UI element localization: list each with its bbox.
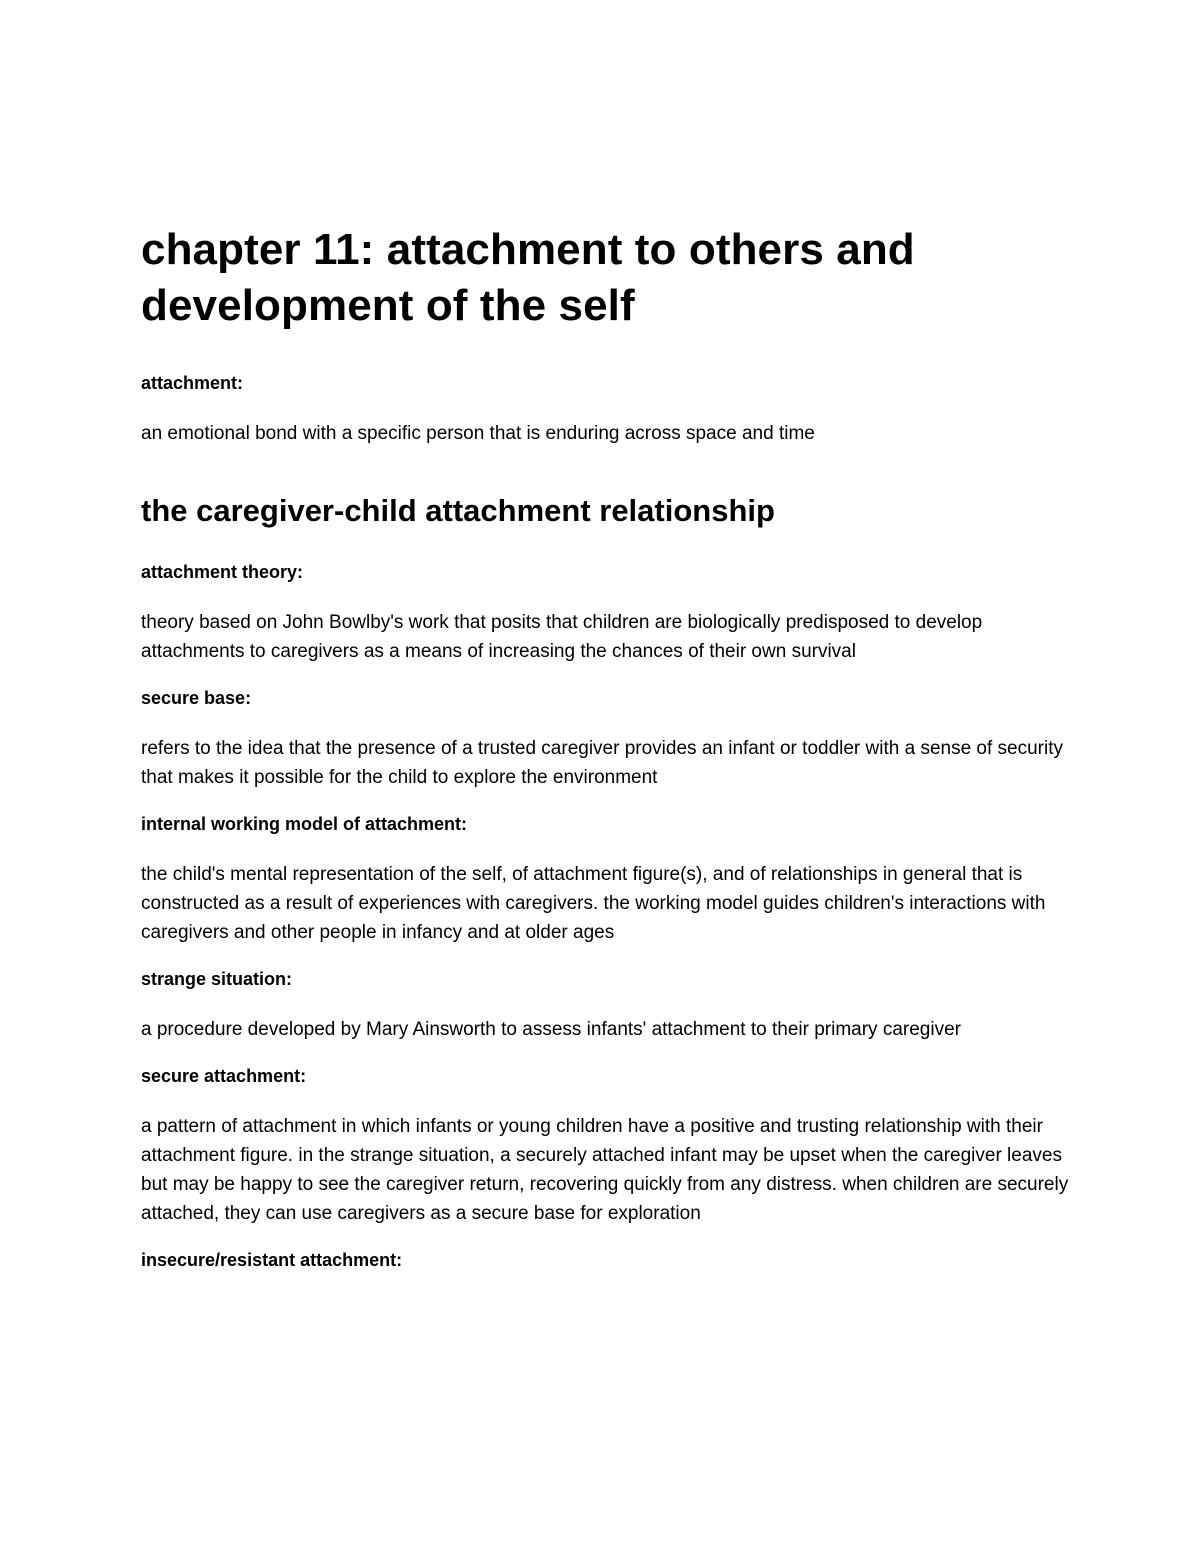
term-secure-base: secure base: <box>141 688 252 708</box>
term-strange-situation: strange situation: <box>141 969 293 989</box>
section-heading: the caregiver-child attachment relationship <box>141 493 775 528</box>
term-attachment-theory: attachment theory: <box>141 562 304 582</box>
definition-attachment: an emotional bond with a specific person that is enduring across space and time <box>141 423 815 444</box>
term-secure-attachment: secure attachment: <box>141 1066 307 1086</box>
term-internal-working-model: internal working model of attachment: <box>141 814 468 834</box>
document-page <box>141 222 1071 1296</box>
term-insecure-resistant-attachment: insecure/resistant attachment: <box>141 1250 403 1270</box>
term-attachment: attachment: <box>141 373 244 393</box>
definition-strange-situation: a procedure developed by Mary Ainsworth to assess infants' attachment to their primary caregiver <box>141 1019 961 1040</box>
definition-secure-attachment: a pattern of attachment in which infants or young children have a positive and trusting relationship with their attachment figure. in the strange situation, a securely attached infant may be upset when the caregiver leaves but may be happy to see the caregiver return, recovering quickly from any distress. when children are securely attached, they can use caregivers as a secure base for exploration <box>141 1116 1069 1224</box>
definition-internal-working-model: the child's mental representation of the self, of attachment figure(s), and of relationships in general that is constructed as a result of experiences with caregivers. the working model guides children's interactions with caregivers and other people in infancy and at older ages <box>141 864 1046 943</box>
definition-secure-base: refers to the idea that the presence of a trusted caregiver provides an infant or toddler with a sense of security that makes it possible for the child to explore the environment <box>141 738 1064 788</box>
page-title: chapter 11: attachment to others and development of the self <box>141 225 915 330</box>
definition-attachment-theory: theory based on John Bowlby's work that posits that children are biologically predisposed to develop attachments to caregivers as a means of increasing the chances of their own survival <box>141 612 983 662</box>
